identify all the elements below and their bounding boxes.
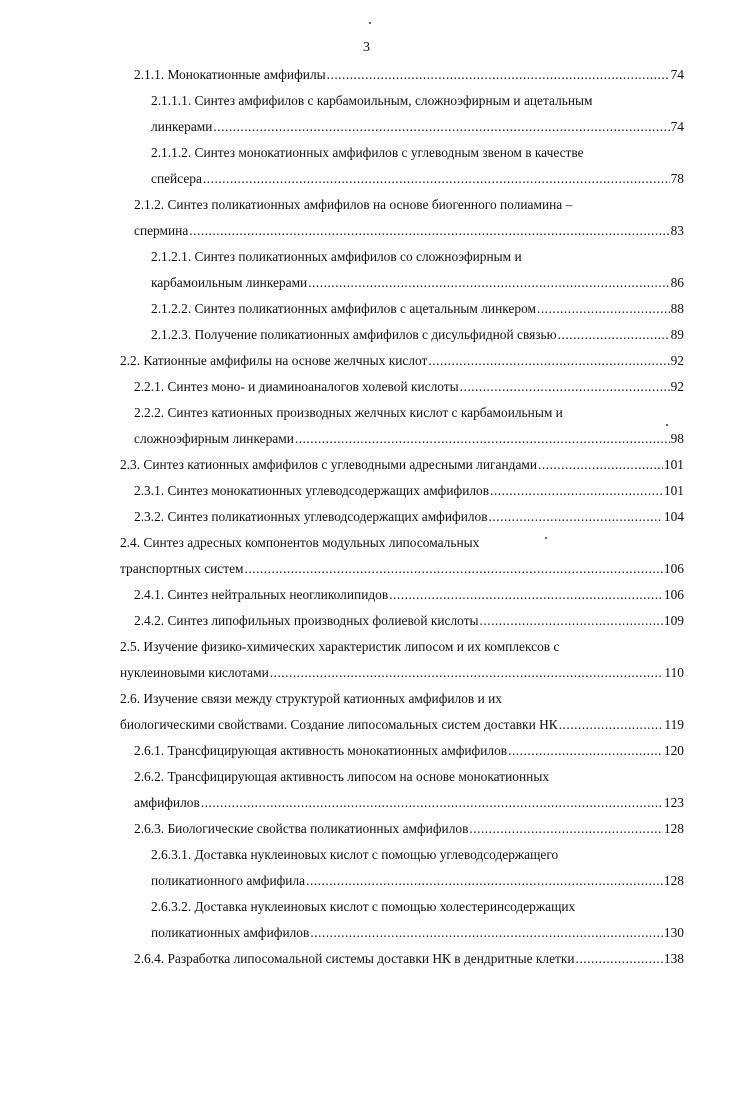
dot-leader [508, 738, 663, 764]
toc-entry-title: 2.5. Изучение физико-химических характеристик липосом и их комплексов с [120, 639, 560, 654]
toc-entry-title: нуклеиновыми кислотами [120, 665, 269, 680]
dot-leader [270, 660, 664, 686]
toc-entry-title: 2.1.2. Синтез поликатионных амфифилов на основе биогенного полиамина – [134, 197, 573, 212]
toc-entry-title: линкерами [151, 119, 213, 134]
toc-page-number: 86 [670, 275, 684, 290]
toc-page-number: 106 [663, 561, 684, 576]
toc-page-number: 74 [670, 67, 684, 82]
toc-page-number: 109 [663, 613, 684, 628]
toc-page-number: 110 [664, 665, 684, 680]
toc-entry-title: 2.1.2.1. Синтез поликатионных амфифилов со сложноэфирным и [151, 249, 522, 264]
toc-page-number: 101 [663, 457, 684, 472]
dot-leader [327, 62, 670, 88]
toc-entry-title: спейсера [151, 171, 202, 186]
toc-entry-title: 2.3.2. Синтез поликатионных углеводсодержащих амфифилов [134, 509, 488, 524]
toc-entry-title: амфифилов [134, 795, 200, 810]
toc-entry-title: транспортных систем [120, 561, 244, 576]
toc-entry-title: 2.6.3.2. Доставка нуклеиновых кислот с помощью холестеринсодержащих [151, 899, 576, 914]
dot-leader [428, 348, 669, 374]
dot-leader [460, 374, 670, 400]
toc-page-number: 106 [663, 587, 684, 602]
toc-entry-title: 2.2. Катионные амфифилы на основе желчных кислот [120, 353, 428, 368]
toc-entry-title: карбамоильным линкерами [151, 275, 308, 290]
dot-leader [306, 868, 663, 894]
toc-page-number: 89 [670, 327, 684, 342]
toc-entry-title: 2.6.4. Разработка липосомальной системы доставки НК в дендритные клетки [134, 951, 575, 966]
toc-entry-title: 2.1.1. Монокатионные амфифилы [134, 67, 326, 82]
toc-entry-title: 2.1.1.2. Синтез монокатионных амфифилов с углеводным звеном в качестве [151, 145, 584, 160]
scan-speck [369, 22, 371, 24]
toc-page-number: 74 [670, 119, 684, 134]
toc-entry-title: 2.4. Синтез адресных компонентов модульных липосомальных [120, 535, 480, 550]
toc-entry-title: поликатионных амфифилов [151, 925, 310, 940]
toc-page-number: 119 [664, 717, 684, 732]
toc-entry-title: 2.6. Изучение связи между структурой катионных амфифилов и их [120, 691, 502, 706]
toc-page-number: 88 [670, 301, 684, 316]
dot-leader [538, 452, 663, 478]
toc-entry-title: поликатионного амфифила [151, 873, 306, 888]
dot-leader [558, 322, 670, 348]
toc-page-number: 98 [670, 431, 684, 446]
toc-entry-title: 2.1.2.2. Синтез поликатионных амфифилов с ацетальным линкером [151, 301, 536, 316]
toc-entry-title: 2.1.1.1. Синтез амфифилов с карбамоильным, сложноэфирным и ацетальным [151, 93, 593, 108]
toc-page-number: 130 [663, 925, 684, 940]
dot-leader [480, 608, 663, 634]
toc-entry-title: 2.6.3. Биологические свойства поликатионных амфифилов [134, 821, 469, 836]
dot-leader [213, 114, 669, 140]
toc-entry-title: сложноэфирным линкерами [134, 431, 294, 446]
toc-page-number: 104 [663, 509, 684, 524]
dot-leader [295, 426, 670, 452]
dot-leader [537, 296, 670, 322]
dot-leader [389, 582, 663, 608]
dot-leader [310, 920, 663, 946]
toc-page-number: 78 [670, 171, 684, 186]
page-number: 3 [363, 40, 370, 55]
toc-entry-title: 2.4.2. Синтез липофильных производных фолиевой кислоты [134, 613, 479, 628]
toc-page-number: 101 [663, 483, 684, 498]
toc-page-number: 92 [670, 379, 684, 394]
toc-page-number: 128 [663, 821, 684, 836]
dot-leader [489, 504, 663, 530]
toc-page-number: 123 [663, 795, 684, 810]
dot-leader [245, 556, 663, 582]
toc-entry-title: спермина [134, 223, 189, 238]
dot-leader [308, 270, 669, 296]
dot-leader [189, 218, 669, 244]
toc-entry-title: 2.1.2.3. Получение поликатионных амфифилов с дисульфидной связью [151, 327, 557, 342]
toc-entry-title: 2.3.1. Синтез монокатионных углеводсодержащих амфифилов [134, 483, 490, 498]
dot-leader [203, 166, 670, 192]
toc-entry-title: 2.6.3.1. Доставка нуклеиновых кислот с помощью углеводсодержащего [151, 847, 559, 862]
toc-entry-title: 2.3. Синтез катионных амфифилов с углеводными адресными лигандами [120, 457, 538, 472]
dot-leader [490, 478, 663, 504]
toc-entry-title: 2.4.1. Синтез нейтральных неогликолипидов [134, 587, 389, 602]
toc-page-number: 83 [670, 223, 684, 238]
dot-leader [469, 816, 663, 842]
toc-page-number: 92 [670, 353, 684, 368]
toc-entry-title: биологическими свойствами. Создание липосомальных систем доставки НК [120, 717, 558, 732]
toc-page-number: 138 [663, 951, 684, 966]
toc-entry-title: 2.6.2. Трансфицирующая активность липосом на основе монокатионных [134, 769, 550, 784]
scan-speck [666, 424, 668, 426]
dot-leader [559, 712, 664, 738]
dot-leader [576, 946, 663, 972]
toc-entry-title: 2.2.2. Синтез катионных производных желчных кислот с карбамоильным и [134, 405, 563, 420]
dot-leader [201, 790, 663, 816]
toc-page-number: 128 [663, 873, 684, 888]
toc-entry-title: 2.2.1. Синтез моно- и диаминоаналогов холевой кислоты [134, 379, 459, 394]
scan-speck [545, 537, 547, 539]
toc-page-number: 120 [663, 743, 684, 758]
toc-entry-title: 2.6.1. Трансфицирующая активность монокатионных амфифилов [134, 743, 508, 758]
